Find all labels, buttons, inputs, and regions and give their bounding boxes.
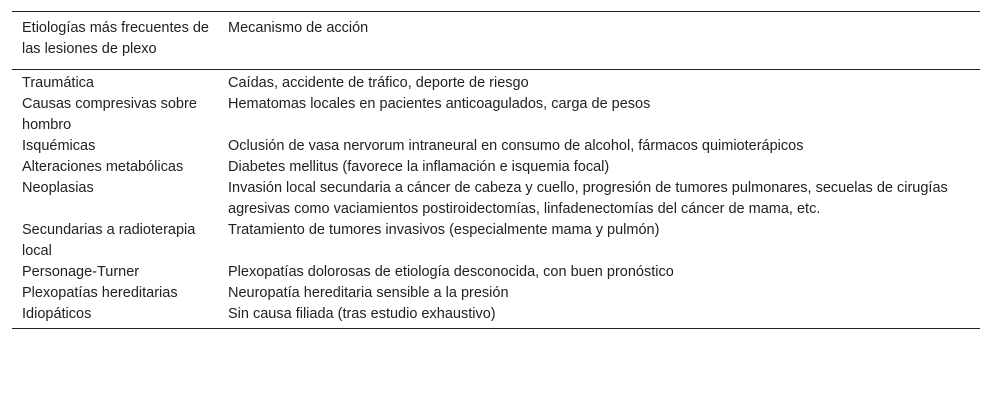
header-etiology: Etiologías más frecuentes de las lesiones de plexo xyxy=(22,20,209,57)
etiology-cell: Causas compresivas sobre hombro xyxy=(22,96,197,133)
etiology-cell: Traumática xyxy=(22,75,94,91)
mechanism-cell: Sin causa filiada (tras estudio exhaustivo) xyxy=(228,306,496,322)
table-row xyxy=(12,304,980,329)
etiology-table xyxy=(12,11,980,329)
table-row xyxy=(12,70,980,95)
table-row xyxy=(12,220,980,262)
etiology-cell: Alteraciones metabólicas xyxy=(22,159,184,175)
etiology-cell: Neoplasias xyxy=(22,180,94,196)
mechanism-cell: Tratamiento de tumores invasivos (especialmente mama y pulmón) xyxy=(228,222,660,238)
mechanism-cell: Invasión local secundaria a cáncer de cabeza y cuello, progresión de tumores pulmonares, secuelas de cirugías agresivas como vaciamientos postiroidectomías, linfadenectomías del cáncer de mama, etc. xyxy=(228,180,948,217)
etiology-table-container xyxy=(12,11,980,329)
etiology-cell: Isquémicas xyxy=(22,138,96,154)
etiology-cell: Plexopatías hereditarias xyxy=(22,285,178,301)
mechanism-cell: Diabetes mellitus (favorece la inflamación e isquemia focal) xyxy=(228,159,610,175)
table-row xyxy=(12,178,980,220)
table-header xyxy=(12,12,980,70)
mechanism-cell: Oclusión de vasa nervorum intraneural en consumo de alcohol, fármacos quimioterápicos xyxy=(228,138,804,154)
etiology-cell: Personage-Turner xyxy=(22,264,140,280)
etiology-cell: Idiopáticos xyxy=(22,306,92,322)
table-row xyxy=(12,136,980,157)
header-mechanism: Mecanismo de acción xyxy=(228,20,369,36)
table-row xyxy=(12,94,980,136)
etiology-cell: Secundarias a radioterapia local xyxy=(22,222,196,259)
mechanism-cell: Neuropatía hereditaria sensible a la presión xyxy=(228,285,509,301)
table-row xyxy=(12,157,980,178)
table-row xyxy=(12,262,980,283)
mechanism-cell: Hematomas locales en pacientes anticoagulados, carga de pesos xyxy=(228,96,651,112)
mechanism-cell: Plexopatías dolorosas de etiología desconocida, con buen pronóstico xyxy=(228,264,674,280)
table-body xyxy=(12,70,980,329)
mechanism-cell: Caídas, accidente de tráfico, deporte de riesgo xyxy=(228,75,529,91)
header-row xyxy=(12,12,980,70)
table-row xyxy=(12,283,980,304)
